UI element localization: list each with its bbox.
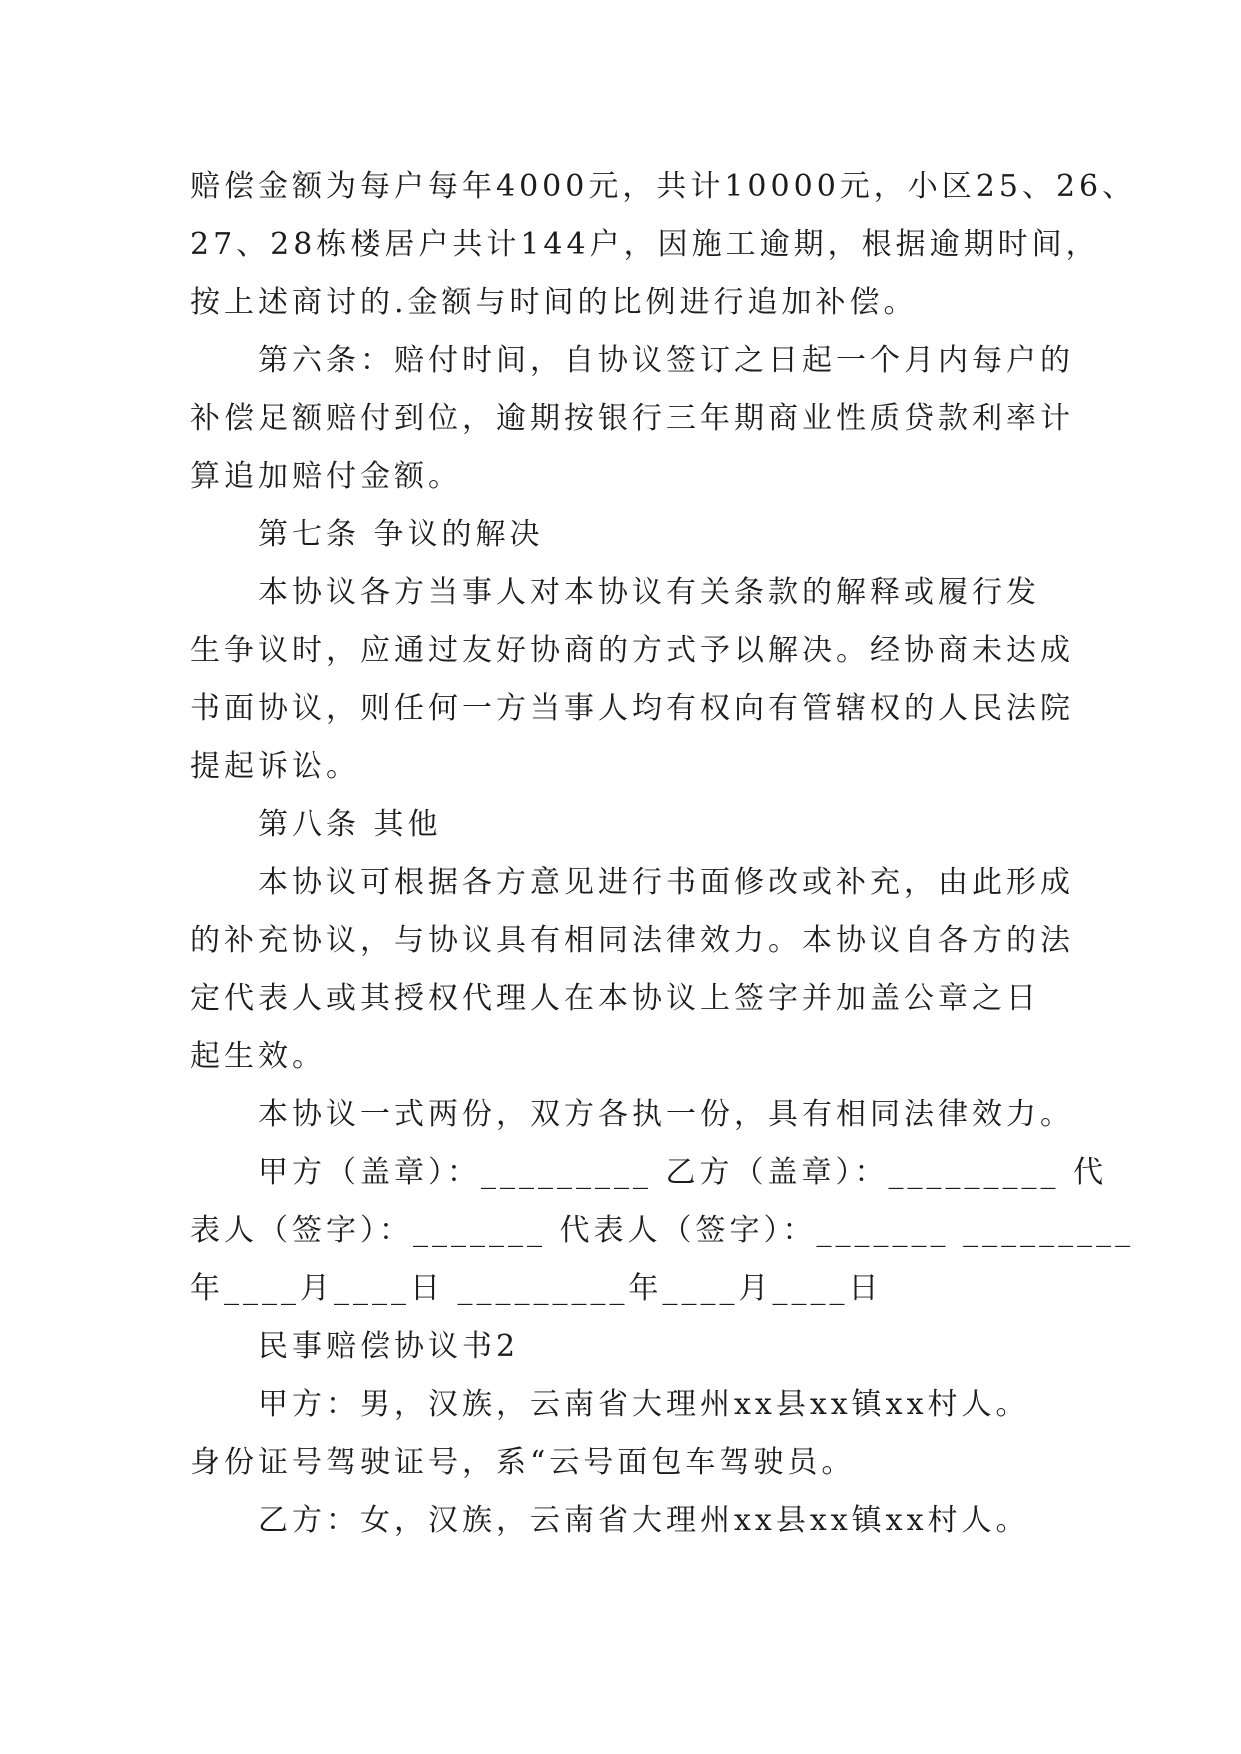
text-line: 的补充协议，与协议具有相同法律效力。本协议自各方的法 xyxy=(190,923,1074,958)
text-line: 本协议可根据各方意见进行书面修改或补充，由此形成 xyxy=(258,865,1074,900)
text-line: 生争议时，应通过友好协商的方式予以解决。经协商未达成 xyxy=(190,633,1074,668)
text-line: 27、28栋楼居户共计144户，因施工逾期，根据逾期时间， xyxy=(190,227,1100,262)
text-line: 乙方：女，汉族，云南省大理州xx县xx镇xx村人。 xyxy=(258,1503,1030,1538)
text-line: 甲方（盖章）：_________ 乙方（盖章）：_________ 代 xyxy=(258,1155,1108,1190)
text-line: 甲方：男，汉族，云南省大理州xx县xx镇xx村人。 xyxy=(258,1387,1030,1422)
document-body xyxy=(190,158,1137,1550)
text-line: 民事赔偿协议书2 xyxy=(258,1329,520,1364)
text-line: 身份证号驾驶证号，系“云号面包车驾驶员。 xyxy=(190,1445,856,1480)
text-line: 提起诉讼。 xyxy=(190,749,360,784)
text-line: 算追加赔付金额。 xyxy=(190,459,462,494)
text-line: 表人（签字）：_______ 代表人（签字）：_______ _________ xyxy=(190,1213,1135,1248)
text-line: 本协议各方当事人对本协议有关条款的解释或履行发 xyxy=(258,575,1040,610)
text-line: 第八条 其他 xyxy=(258,807,442,842)
text-line: 第七条 争议的解决 xyxy=(258,517,544,552)
text-line: 定代表人或其授权代理人在本协议上签字并加盖公章之日 xyxy=(190,981,1040,1016)
text-line: 补偿足额赔付到位，逾期按银行三年期商业性质贷款利率计 xyxy=(190,401,1074,436)
text-line: 年____月____日 _________年____月____日 xyxy=(190,1271,883,1306)
text-line: 本协议一式两份，双方各执一份，具有相同法律效力。 xyxy=(258,1097,1074,1132)
text-line: 按上述商讨的.金额与时间的比例进行追加补偿。 xyxy=(190,285,918,320)
text-line: 书面协议，则任何一方当事人均有权向有管辖权的人民法院 xyxy=(190,691,1074,726)
text-line: 第六条：赔付时间，自协议签订之日起一个月内每户的 xyxy=(258,343,1074,378)
text-line: 起生效。 xyxy=(190,1039,326,1074)
text-line: 赔偿金额为每户每年4000元，共计10000元，小区25、26、 xyxy=(190,169,1137,204)
